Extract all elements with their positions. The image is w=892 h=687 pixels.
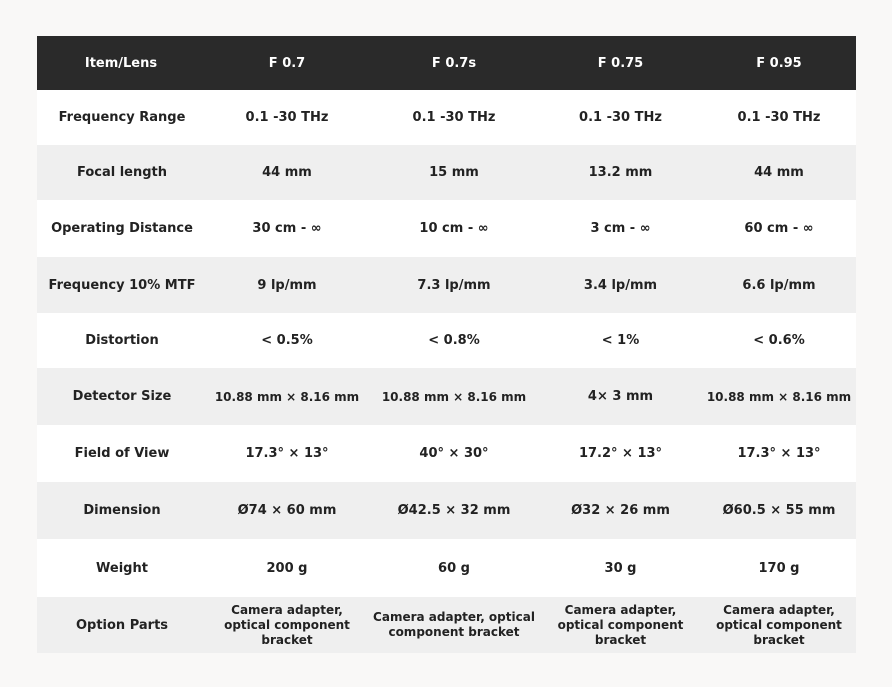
table-cell: < 1% <box>601 333 640 348</box>
header-cell-f07: F 0.7 <box>268 55 306 71</box>
row-label: Operating Distance <box>51 221 193 236</box>
lens-spec-table <box>37 36 856 653</box>
table-row <box>37 313 856 368</box>
table-cell: 3.4 lp/mm <box>583 277 658 293</box>
table-cell: 15 mm <box>429 165 479 180</box>
table-cell: 13.2 mm <box>588 165 653 180</box>
table-cell: 60 g <box>438 560 470 576</box>
table-cell: 44 mm <box>262 165 312 180</box>
table-cell: 40° × 30° <box>419 446 489 461</box>
row-label: Focal length <box>76 165 168 180</box>
table-cell: 9 lp/mm <box>257 277 317 293</box>
table-cell: 10.88 mm × 8.16 mm <box>706 389 852 404</box>
table-cell: 6.6 lp/mm <box>742 277 816 293</box>
table-cell: Ø42.5 × 32 mm <box>397 503 511 518</box>
table-cell: 0.1 -30 THz <box>412 110 496 125</box>
table-cell: 4× 3 mm <box>587 389 654 404</box>
table-cell: 0.1 -30 THz <box>579 110 662 125</box>
row-label: Distortion <box>85 333 159 348</box>
table-row <box>37 257 856 313</box>
table-cell: 30 g <box>604 560 637 576</box>
table-cell: Camera adapter, optical component bracket <box>557 602 684 647</box>
table-cell: 0.1 -30 THz <box>737 110 821 125</box>
row-label: Weight <box>96 560 148 576</box>
table-row <box>37 539 856 597</box>
table-row <box>37 90 856 145</box>
table-cell: Ø32 × 26 mm <box>571 503 670 518</box>
table-cell: < 0.5% <box>261 333 313 348</box>
table-cell: 44 mm <box>754 165 804 180</box>
table-row <box>37 200 856 257</box>
header-cell-f095: F 0.95 <box>756 55 802 71</box>
table-row <box>37 368 856 425</box>
table-cell: 17.2° × 13° <box>578 446 663 461</box>
table-row <box>37 482 856 539</box>
table-row <box>37 425 856 482</box>
table-cell: 10 cm - ∞ <box>419 221 489 236</box>
table-cell: 60 cm - ∞ <box>744 221 814 236</box>
row-label: Option Parts <box>75 617 169 633</box>
header-cell-item: Item/Lens <box>84 55 158 71</box>
table-cell: 7.3 lp/mm <box>417 277 491 293</box>
header-cell-f07s: F 0.7s <box>431 55 477 71</box>
row-label: Frequency Range <box>58 110 186 125</box>
table-cell: Ø74 × 60 mm <box>237 503 337 518</box>
row-label: Dimension <box>83 503 161 518</box>
row-label: Field of View <box>74 446 170 461</box>
table-cell: 10.88 mm × 8.16 mm <box>381 389 527 404</box>
table-cell: Ø60.5 × 55 mm <box>722 503 836 518</box>
table-row <box>37 597 856 653</box>
row-label: Frequency 10% MTF <box>48 277 196 293</box>
table-cell: Camera adapter, optical component bracket <box>373 610 535 639</box>
table-cell: < 0.8% <box>428 333 480 348</box>
table-cell: 0.1 -30 THz <box>245 110 329 125</box>
table-cell: < 0.6% <box>753 333 805 348</box>
table-cell: 170 g <box>758 560 800 576</box>
table-cell: Camera adapter, optical component bracket <box>716 602 842 647</box>
table-cell: 200 g <box>266 560 308 576</box>
table-cell: 10.88 mm × 8.16 mm <box>214 389 360 404</box>
table-cell: 17.3° × 13° <box>737 446 821 461</box>
table-cell: 30 cm - ∞ <box>252 221 322 236</box>
table-header-row <box>37 36 856 90</box>
table-cell: 3 cm - ∞ <box>590 221 651 236</box>
table-cell: Camera adapter, optical component bracket <box>224 602 350 647</box>
header-cell-f075: F 0.75 <box>597 55 644 71</box>
row-label: Detector Size <box>72 389 172 404</box>
table-cell: 17.3° × 13° <box>245 446 329 461</box>
table-row <box>37 145 856 200</box>
